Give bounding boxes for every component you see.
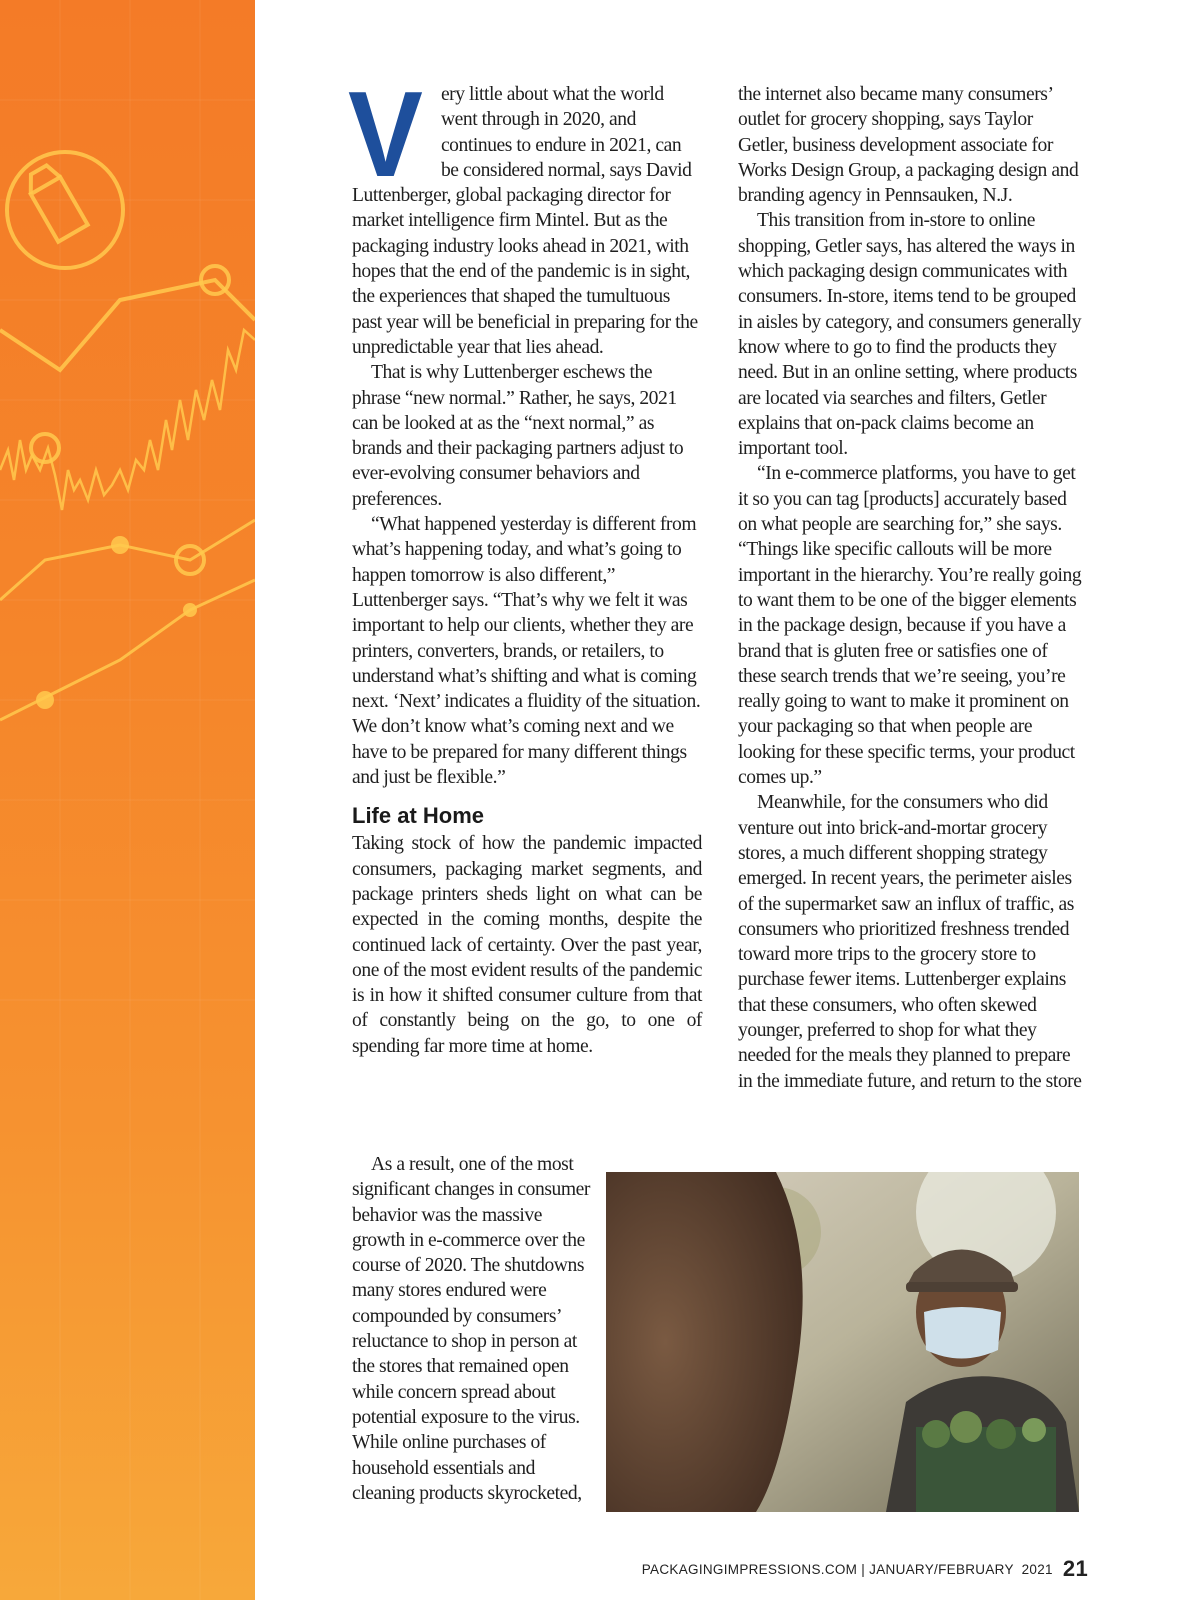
footer-separator: | (861, 1562, 866, 1577)
paragraph: This transition from in-store to online shopping, Getler says, has altered the ways in which packaging design communicates with consumers. In-store, items tend to be grouped in aisles by category, and consumers generally know where to go to find the products they need. But in an online setting, where products are located via searches and filters, Getler explains that on-pack claims become an important tool. (738, 210, 1082, 460)
sidebar-line-art (0, 0, 255, 1600)
delivery-person-illustration (606, 1172, 1079, 1512)
intro-text: ery little about what the world went through in 2020, and continues to endure in 2021, can be considered normal, says David Luttenberger, global packaging director for market intelligence firm Mintel. But as the packaging industry looks ahead in 2021, with hopes that the end of the pandemic is in sight, the experiences that shaped the tumultuous past year will be beneficial in preparing for the unpredictable year that lies ahead. (352, 84, 698, 358)
paragraph-beside-photo: As a result, one of the most significant changes in consumer behavior was the massive growth in e-commerce over the course of 2020. The shutdowns many stores endured were compounded by consumers’ reluctance to shop in person at the stores that remained open while concern spread about potential exposure to the virus. While online purchases of household essentials and cleaning products skyrocketed, (352, 1154, 590, 1504)
footer-issue: JANUARY/FEBRUARY 2021 (869, 1562, 1053, 1577)
paragraph: Taking stock of how the pandemic impacted consumers, packaging market segments, and package printers sheds light on what can be expected in the coming months, despite the continued lack of certainty. Over the past year, one of the most evident results of the pandemic is in how it shifted consumer culture from that of constantly being on the go, to one of spending far more time at home. (352, 833, 702, 1057)
decorative-sidebar (0, 0, 255, 1600)
page-number: 21 (1062, 1556, 1088, 1581)
paragraph: That is why Luttenberger eschews the phrase “new normal.” Rather, he says, 2021 can be looked at as the “next normal,” as brands and their packaging partners adjust to ever-evolving consumer behaviors and preferences. (352, 362, 684, 510)
drop-cap: V (348, 66, 423, 202)
footer-site: PACKAGINGIMPRESSIONS.COM (641, 1562, 858, 1577)
milk-carton-icon-ring (7, 152, 123, 268)
article-column-left (348, 66, 702, 1059)
intro-paragraph (348, 66, 702, 360)
section-subhead: Life at Home (352, 803, 485, 829)
paragraph: the internet also became many consumers’ outlet for grocery shopping, says Taylor Getler, business development associate for Works Design Group, a packaging design and branding agency in Pennsauken, N.J. (738, 84, 1079, 207)
page-footer (642, 1556, 1088, 1582)
delivery-photo (606, 1172, 1079, 1512)
article-column-right (738, 82, 1086, 1094)
paragraph: Meanwhile, for the consumers who did venture out into brick-and-mortar grocery stores, a much different shopping strategy emerged. In recent years, the perimeter aisles of the supermarket saw an influx of traffic, as consumers who prioritized freshness trended toward more trips to the grocery store to purchase fewer items. Luttenberger explains that these consumers, who often skewed younger, preferred to shop for what they needed for the meals they planned to prepare in the immediate future, and return to the store (738, 792, 1082, 1092)
paragraph: “What happened yesterday is different from what’s happening today, and what’s going to happen tomorrow is also different,” Luttenberger says. “That’s why we felt it was important to help our clients, whether they are printers, converters, brands, or retailers, to understand what’s shifting and what is coming next. ‘Next’ indicates a fluidity of the situation. We don’t know what’s coming next and we have to be prepared for many different things and just be flexible.” (352, 514, 701, 789)
paragraph: “In e-commerce platforms, you have to get it so you can tag [products] accurately based on what people are searching for,” she says. “Things like specific callouts will be more important in the hierarchy. You’re really going to want them to be one of the bigger elements in the package design, because if you have a brand that is gluten free or satisfies one of these search trends that we’re seeing, you’re really going to want to make it prominent on your packaging so that when people are looking for these specific terms, your product comes up.” (738, 463, 1082, 789)
